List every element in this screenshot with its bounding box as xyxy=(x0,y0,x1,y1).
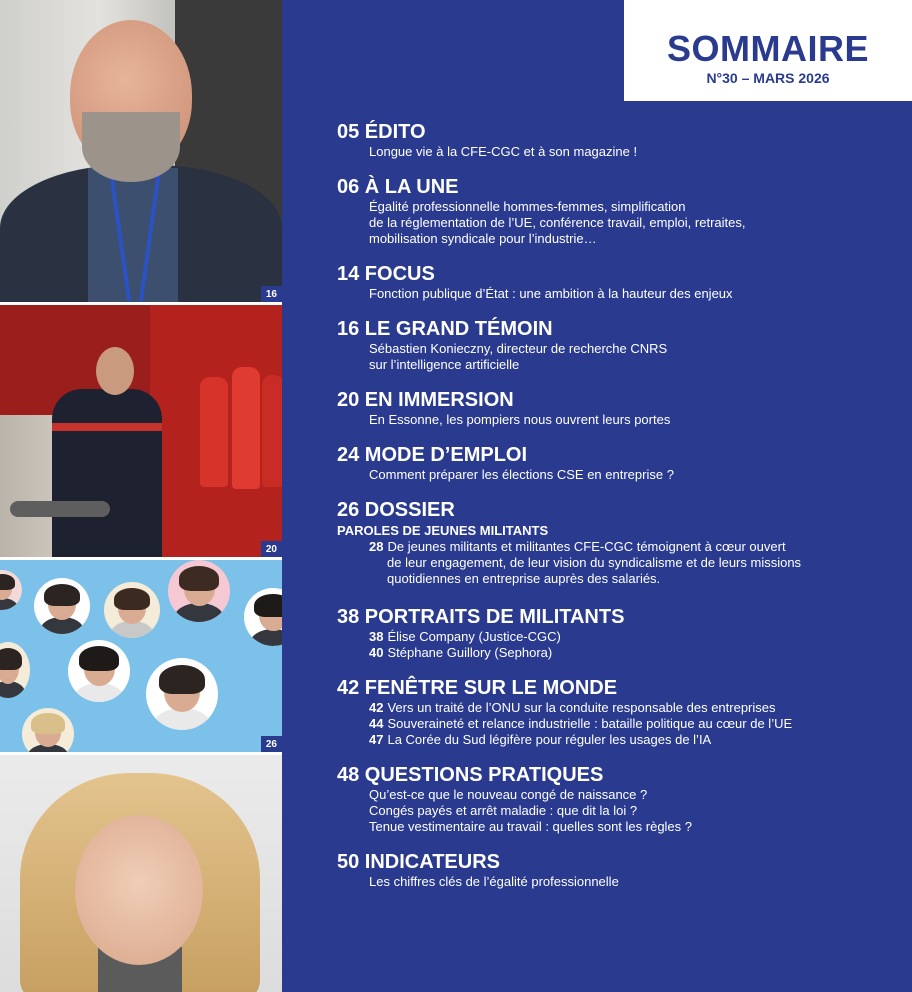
avatar xyxy=(34,578,90,634)
photo-page-number: 20 xyxy=(261,541,282,557)
section-line: Tenue vestimentaire au travail : quelles sont les règles ? xyxy=(369,819,693,834)
avatar xyxy=(244,588,282,646)
section-line: Fonction publique d’État : une ambition à la hauteur des enjeux xyxy=(369,286,733,301)
section-heading: 48 QUESTIONS PRATIQUES xyxy=(337,764,604,786)
section-item: 38 Élise Company (Justice-CGC) xyxy=(369,629,561,644)
photo-person-beard xyxy=(82,112,180,182)
section-heading: 05 ÉDITO xyxy=(337,121,426,143)
section-line: de la réglementation de l’UE, conférence travail, emploi, retraites, xyxy=(369,215,746,230)
toc-section-temoin[interactable] xyxy=(337,317,907,373)
photo-firefighter-body xyxy=(52,389,162,557)
section-line: Qu’est-ce que le nouveau congé de naissance ? xyxy=(369,787,648,802)
photo-questions xyxy=(0,755,282,992)
photo-extinguisher xyxy=(262,375,282,487)
section-heading: 38 PORTRAITS DE MILITANTS xyxy=(337,606,625,628)
photo-page-number: 16 xyxy=(261,286,282,302)
toc-section-questions[interactable] xyxy=(337,763,907,835)
section-line: Égalité professionnelle hommes-femmes, simplification xyxy=(369,199,686,214)
section-line: sur l’intelligence artificielle xyxy=(369,357,520,372)
page-title: SOMMAIRE xyxy=(667,28,869,69)
avatar xyxy=(168,560,230,622)
section-heading: 24 MODE D’EMPLOI xyxy=(337,444,528,466)
toc-section-une[interactable] xyxy=(337,175,907,247)
section-line: Comment préparer les élections CSE en entreprise ? xyxy=(369,467,674,482)
section-line: Les chiffres clés de l’égalité professionnelle xyxy=(369,874,619,889)
section-heading: 50 INDICATEURS xyxy=(337,851,500,873)
avatar xyxy=(146,658,218,730)
section-heading: 14 FOCUS xyxy=(337,263,435,285)
toc-section-monde[interactable] xyxy=(337,676,907,748)
section-heading: 42 FENÊTRE SUR LE MONDE xyxy=(337,677,618,699)
section-item: 42 Vers un traité de l’ONU sur la conduite responsable des entreprises xyxy=(369,700,776,715)
photo-dossier-avatars xyxy=(0,560,282,752)
avatar xyxy=(22,708,74,752)
toc-section-dossier[interactable] xyxy=(337,498,907,587)
section-heading: 06 À LA UNE xyxy=(337,176,459,198)
section-heading: 26 DOSSIER xyxy=(337,499,455,521)
photo-rescue-tool xyxy=(10,501,110,517)
photo-firefighter-head xyxy=(96,347,134,395)
toc-section-focus[interactable] xyxy=(337,262,907,302)
photo-extinguisher xyxy=(200,377,228,487)
section-item: 44 Souveraineté et relance industrielle : bataille politique au cœur de l’UE xyxy=(369,716,793,731)
toc-section-portraits[interactable] xyxy=(337,605,907,661)
section-line: En Essonne, les pompiers nous ouvrent leurs portes xyxy=(369,412,671,427)
section-subheading: PAROLES DE JEUNES MILITANTS xyxy=(337,523,549,538)
section-item: 47 La Corée du Sud légifère pour réguler les usages de l’IA xyxy=(369,732,712,747)
section-line: mobilisation syndicale pour l’industrie… xyxy=(369,231,597,246)
section-line: Sébastien Konieczny, directeur de recherche CNRS xyxy=(369,341,668,356)
toc-section-indicateurs[interactable] xyxy=(337,850,907,890)
avatar xyxy=(68,640,130,702)
avatar xyxy=(0,642,30,698)
toc-section-edito[interactable] xyxy=(337,120,907,160)
section-heading: 16 LE GRAND TÉMOIN xyxy=(337,318,553,340)
photo-person-shirt xyxy=(88,168,178,302)
section-line: 28 De jeunes militants et militantes CFE-CGC témoignent à cœur ouvert xyxy=(369,539,786,554)
photo-column xyxy=(0,0,282,992)
item-page-number: 28 xyxy=(369,539,384,554)
toc-section-mode-emploi[interactable] xyxy=(337,443,907,483)
photo-grand-temoin xyxy=(0,0,282,302)
photo-immersion xyxy=(0,305,282,557)
photo-firefighter-stripe xyxy=(52,423,162,431)
section-line: Congés payés et arrêt maladie : que dit la loi ? xyxy=(369,803,638,818)
section-line: Longue vie à la CFE-CGC et à son magazine ! xyxy=(369,144,638,159)
issue-label: N°30 – MARS 2026 xyxy=(706,70,830,86)
photo-page-number: 26 xyxy=(261,736,282,752)
toc-section-immersion[interactable] xyxy=(337,388,907,428)
section-line: quotidiennes en entreprise auprès des salariés. xyxy=(387,571,661,586)
section-heading: 20 EN IMMERSION xyxy=(337,389,514,411)
photo-extinguisher xyxy=(232,367,260,489)
photo-person-face xyxy=(75,815,203,965)
header xyxy=(624,0,912,101)
avatar xyxy=(0,570,22,610)
section-line: de leur engagement, de leur vision du syndicalisme et de leurs missions xyxy=(387,555,802,570)
avatar xyxy=(104,582,160,638)
section-item: 40 Stéphane Guillory (Sephora) xyxy=(369,645,553,660)
